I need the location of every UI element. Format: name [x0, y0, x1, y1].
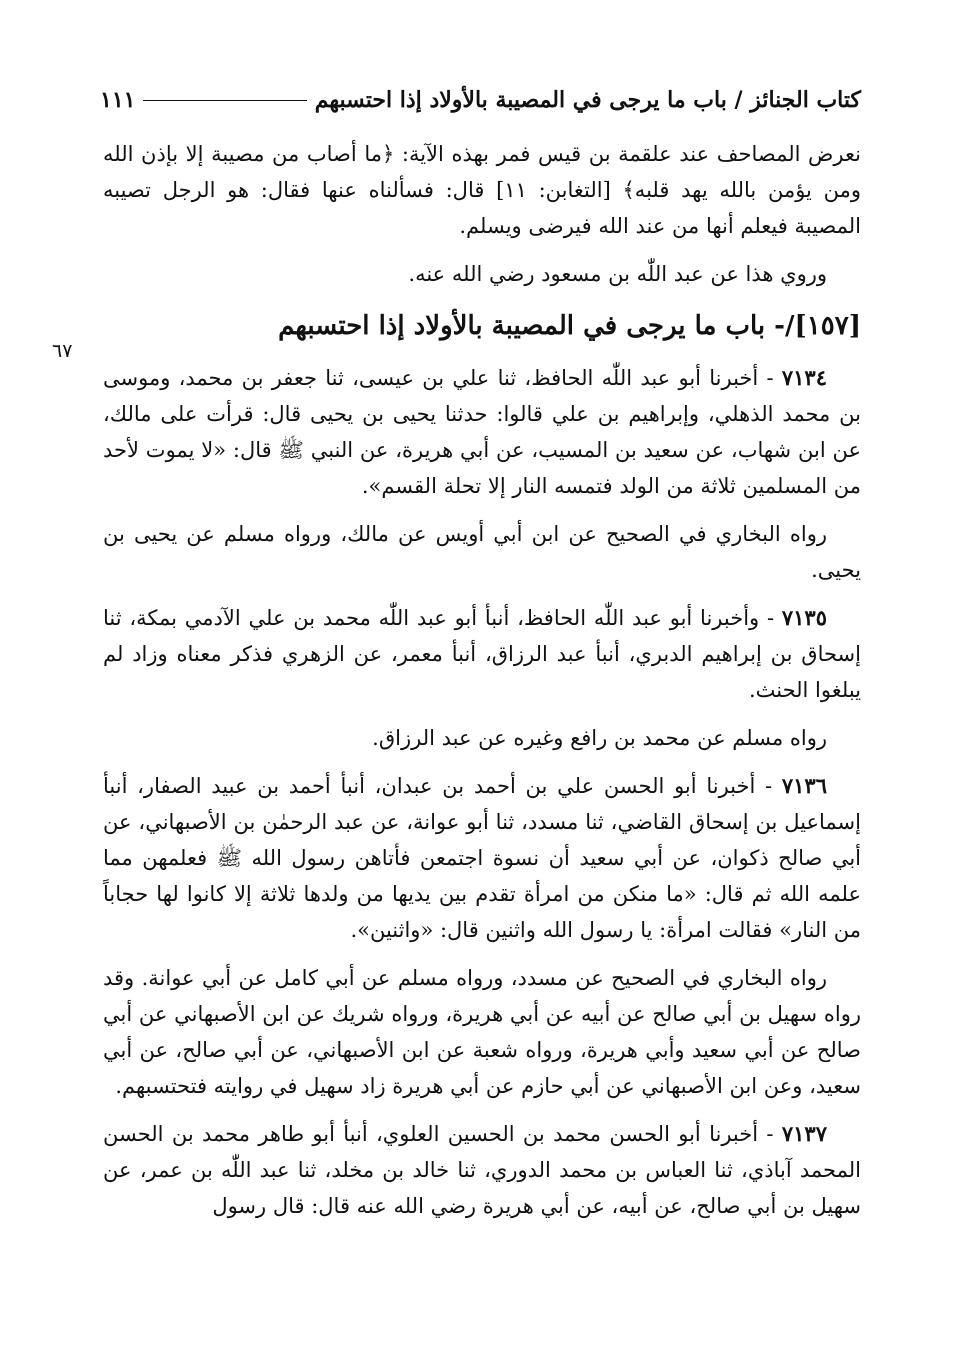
hadith-reference: رواه البخاري في الصحيح عن مسدد، ورواه مسلم عن أبي كامل عن أبي عوانة. وقد رواه سهيل بن أبي صالح عن أبيه عن أبي هريرة، ورواه شريك عن ابن الأصبهاني عن أبي صالح عن أبي سعيد وأبي هريرة، ورواه شعبة عن ابن الأصبهاني، عن أبي صالح، عن أبي سعيد، وعن ابن الأصبهاني عن أبي حازم عن أبي هريرة زاد سهيل في روايته فتحتسبهم. — [103, 966, 861, 1098]
header-rule — [143, 100, 306, 101]
hadith-entry — [103, 1116, 861, 1224]
header-title: كتاب الجنائز / باب ما يرجى في المصيبة بالأولاد إذا احتسبهم — [314, 87, 861, 113]
hadith-reference: رواه البخاري في الصحيح عن ابن أبي أويس عن مالك، ورواه مسلم عن يحيى بن يحيى. — [103, 522, 861, 582]
hadith-number: ٧١٣٤ — [781, 365, 827, 390]
hadith-text: - أخبرنا أبو الحسن علي بن أحمد بن عبدان، أنبأ أحمد بن عبيد الصفار، أنبأ إسماعيل بن إسحاق القاضي، ثنا مسدد، ثنا أبو عوانة، عن عبد الرحمٰن بن الأصبهاني، عن أبي صالح ذكوان، عن أبي سعيد أن نسوة اجتمعن فأتاهن رسول الله ﷺ فعلمهن مما علمه الله ثم قال: «ما منكن من امرأة تقدم بين يديها من ولدها ثلاثة إلا كانوا لها حجاباً من النار» فقالت امرأة: يا رسول الله واثنين قال: «واثنين». — [103, 774, 861, 942]
hadith-entry — [103, 768, 861, 948]
page-number: ١١١ — [100, 87, 136, 113]
hadith-reference: رواه مسلم عن محمد بن رافع وغيره عن عبد الرزاق. — [372, 726, 827, 750]
paragraph: نعرض المصاحف عند علقمة بن قيس فمر بهذه الآية: ﴿ما أصاب من مصيبة إلا بإذن الله ومن يؤمن بالله يهد قلبه﴾ [التغابن: ١١] قال: فسألناه عنها فقال: هو الرجل تصيبه المصيبة فيعلم أنها من عند الله فيرضى ويسلم. — [103, 142, 861, 238]
hadith-number: ٧١٣٥ — [781, 605, 827, 630]
running-header — [100, 80, 861, 120]
section-title: [١٥٧]/- باب ما يرجى في المصيبة بالأولاد إذا احتسبهم — [278, 311, 861, 341]
hadith-entry — [103, 360, 861, 504]
hadith-number: ٧١٣٧ — [781, 1121, 827, 1146]
hadith-text: - أخبرنا أبو الحسن محمد بن الحسين العلوي، أنبأ أبو طاهر محمد بن الحسن المحمد آباذي، ثنا العباس بن محمد الدوري، ثنا خالد بن مخلد، ثنا عبد اللّٰه بن عمر، عن سهيل بن أبي صالح، عن أبيه، عن أبي هريرة رضي الله عنه قال: قال رسول — [103, 1122, 861, 1218]
hadith-entry — [103, 600, 861, 708]
page-body — [103, 136, 861, 1236]
hadith-number: ٧١٣٦ — [781, 773, 827, 798]
hadith-text: - أخبرنا أبو عبد اللّٰه الحافظ، ثنا علي بن عيسى، ثنا جعفر بن محمد، وموسى بن محمد الذهلي، وإبراهيم بن علي قالوا: حدثنا يحيى بن يحيى قال: قرأت على مالك، عن ابن شهاب، عن سعيد بن المسيب، عن أبي هريرة، عن النبي ﷺ قال: «لا يموت لأحد من المسلمين ثلاثة من الولد فتمسه النار إلا تحلة القسم». — [103, 366, 861, 498]
hadith-text: - وأخبرنا أبو عبد اللّٰه الحافظ، أنبأ أبو عبد اللّٰه محمد بن علي الآدمي بمكة، ثنا إسحاق بن إبراهيم الدبري، أنبأ عبد الرزاق، أنبأ معمر، عن الزهري فذكر معناه وزاد لم يبلغوا الحنث. — [103, 606, 861, 702]
margin-note: ٦٧ — [52, 340, 73, 362]
paragraph: وروي هذا عن عبد اللّٰه بن مسعود رضي الله عنه. — [408, 262, 827, 286]
